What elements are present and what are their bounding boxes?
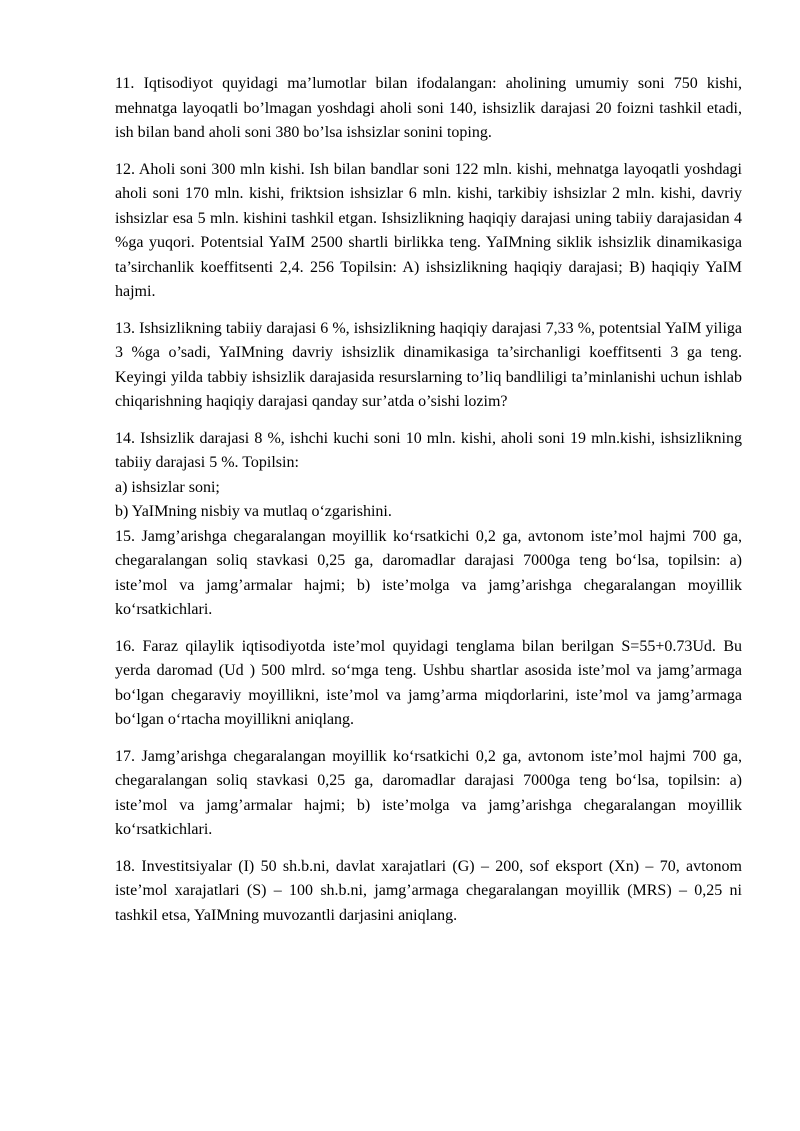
problem-16: 16. Faraz qilaylik iqtisodiyotda iste’mol quyidagi tenglama bilan berilgan S=55+0.73Ud. Bu yerda daromad (Ud ) 500 mlrd. so‘mga teng. Ushbu shartlar asosida iste’mol va jamg’armaga bo‘lgan chegaraviy moyillikni, iste’mol va jamg’arma miqdorlarini, iste’mol va jamg’armaga bo‘lgan o‘rtacha moyillikni aniqlang. <box>115 637 742 728</box>
problem-11: 11. Iqtisodiyot quyidagi ma’lumotlar bilan ifodalangan: aholining umumiy soni 750 kishi, mehnatga layoqatli bo’lmagan yoshdagi aholi soni 140, ishsizlik darajasi 20 foizni tashkil etadi, ish bilan band aholi soni 380 bo’lsa ishsizlar sonini toping. <box>115 75 742 141</box>
problem-14-item-a: a) ishsizlar soni; <box>115 478 220 496</box>
problem-14-item-b: b) YaIMning nisbiy va mutlaq o‘zgarishini. <box>115 503 392 520</box>
problem-17: 17. Jamg’arishga chegaralangan moyillik ko‘rsatkichi 0,2 ga, avtonom iste’mol hajmi 700 ga, chegaralangan soliq stavkasi 0,25 ga, daromadlar darajasi 7000ga teng bo‘lsa, topilsin: a) iste’mol va jamg’armalar hajmi; b) iste’molga va jamg’arishga chegaralangan moyillik ko‘rsatkichlari. <box>115 747 742 838</box>
problem-12: 12. Aholi soni 300 mln kishi. Ish bilan bandlar soni 122 mln. kishi, mehnatga layoqatli yoshdagi aholi soni 170 mln. kishi, friktsion ishsizlar 6 mln. kishi, tarkibiy ishsizlar 2 mln. kishi, davriy ishsizlar esa 5 mln. kishini tashkil etgan. Ishsizlikning haqiqiy darajasi uning tabiiy darajasidan 4 %ga yuqori. Potentsial YaIM 2500 shartli birlikka teng. YaIMning siklik ishsizlik dinamikasiga ta’sirchanlik koeffitsenti 2,4. 256 Topilsin: A) ishsizlikning haqiqiy darajasi; B) haqiqiy YaIM hajmi. <box>115 160 742 300</box>
problem-14: 14. Ishsizlik darajasi 8 %, ishchi kuchi soni 10 mln. kishi, aholi soni 19 mln.kishi, ishsizlikning tabiiy darajasi 5 %. Topilsin: <box>115 429 742 471</box>
document-page <box>115 72 742 940</box>
problem-18: 18. Investitsiyalar (I) 50 sh.b.ni, davlat xarajatlari (G) – 200, sof eksport (Xn) – 70, avtonom iste’mol xarajatlari (S) – 100 sh.b.ni, jamg’armaga chegaralangan moyillik (MRS) – 0,25 ni tashkil etsa, YaIMning muvozantli darjasini aniqlang. <box>115 857 742 924</box>
problem-13: 13. Ishsizlikning tabiiy darajasi 6 %, ishsizlikning haqiqiy darajasi 7,33 %, potentsial YaIM yiliga 3 %ga o’sadi, YaIMning davriy ishsizlik dinamikasiga ta’sirchanligi koeffitsenti 3 ga teng. Keyingi yilda tabbiy ishsizlik darajasida resurslarning to’liq bandliligi ta’minlanishi uchun ishlab chiqarishning haqiqiy darajasi qanday sur’atda o’sishi lozim? <box>115 319 742 410</box>
problem-15: 15. Jamg’arishga chegaralangan moyillik ko‘rsatkichi 0,2 ga, avtonom iste’mol hajmi 700 ga, chegaralangan soliq stavkasi 0,25 ga, daromadlar darajasi 7000ga teng bo‘lsa, topilsin: a) iste’mol va jamg’armalar hajmi; b) iste’molga va jamg’arishga chegaralangan moyillik ko‘rsatkichlari. <box>115 527 742 618</box>
